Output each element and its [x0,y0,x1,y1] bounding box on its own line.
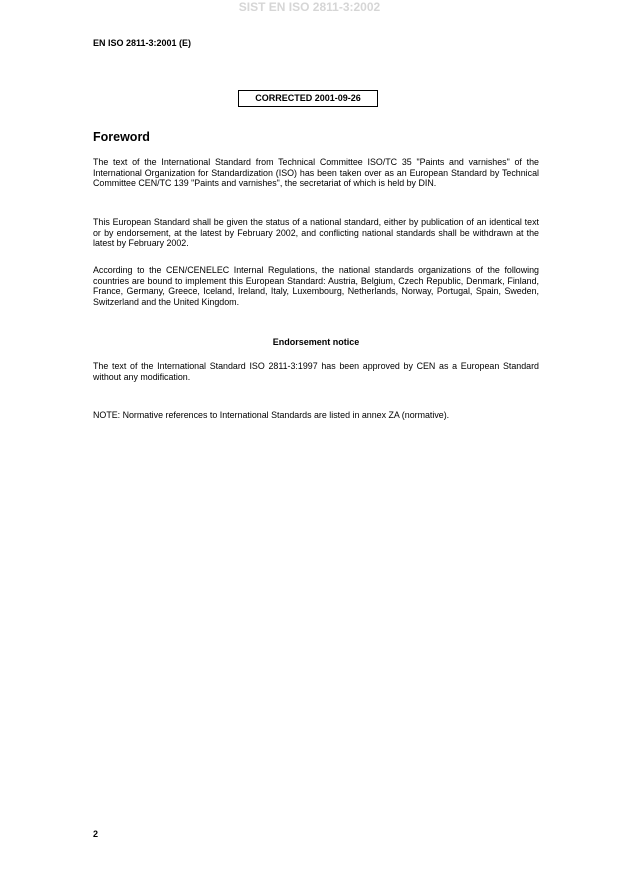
foreword-heading: Foreword [93,130,150,144]
foreword-paragraph-3: According to the CEN/CENELEC Internal Regulations, the national standards organizations of the following countries are bound to implement this European Standard: Austria, Belgium, Czech Republic, Denmark, Finland, France, Germany, Greece, Iceland, Ireland, Italy, Luxembourg, Netherlands, Norway, Portugal, Spain, Sweden, Switzerland and the United Kingdom. [93,265,539,307]
foreword-paragraph-1: The text of the International Standard from Technical Committee ISO/TC 35 "Paints and varnishes" of the International Organization for Standardization (ISO) has been taken over as an European Standard by Technical Committee CEN/TC 139 "Paints and varnishes", the secretariat of which is held by DIN. [93,157,539,189]
foreword-paragraph-2: This European Standard shall be given the status of a national standard, either by publication of an identical text or by endorsement, at the latest by February 2002, and conflicting national standards shall be withdrawn at the latest by February 2002. [93,217,539,249]
watermark: SIST EN ISO 2811-3:2002 [238,0,381,14]
endorsement-text: The text of the International Standard ISO 2811-3:1997 has been approved by CEN as a European Standard without any modification. [93,361,539,382]
corrected-box: CORRECTED 2001-09-26 [238,90,378,107]
normative-note: NOTE: Normative references to International Standards are listed in annex ZA (normative). [93,410,450,420]
endorsement-heading: Endorsement notice [272,337,360,347]
page-number: 2 [93,829,99,839]
document-id: EN ISO 2811-3:2001 (E) [93,38,192,48]
